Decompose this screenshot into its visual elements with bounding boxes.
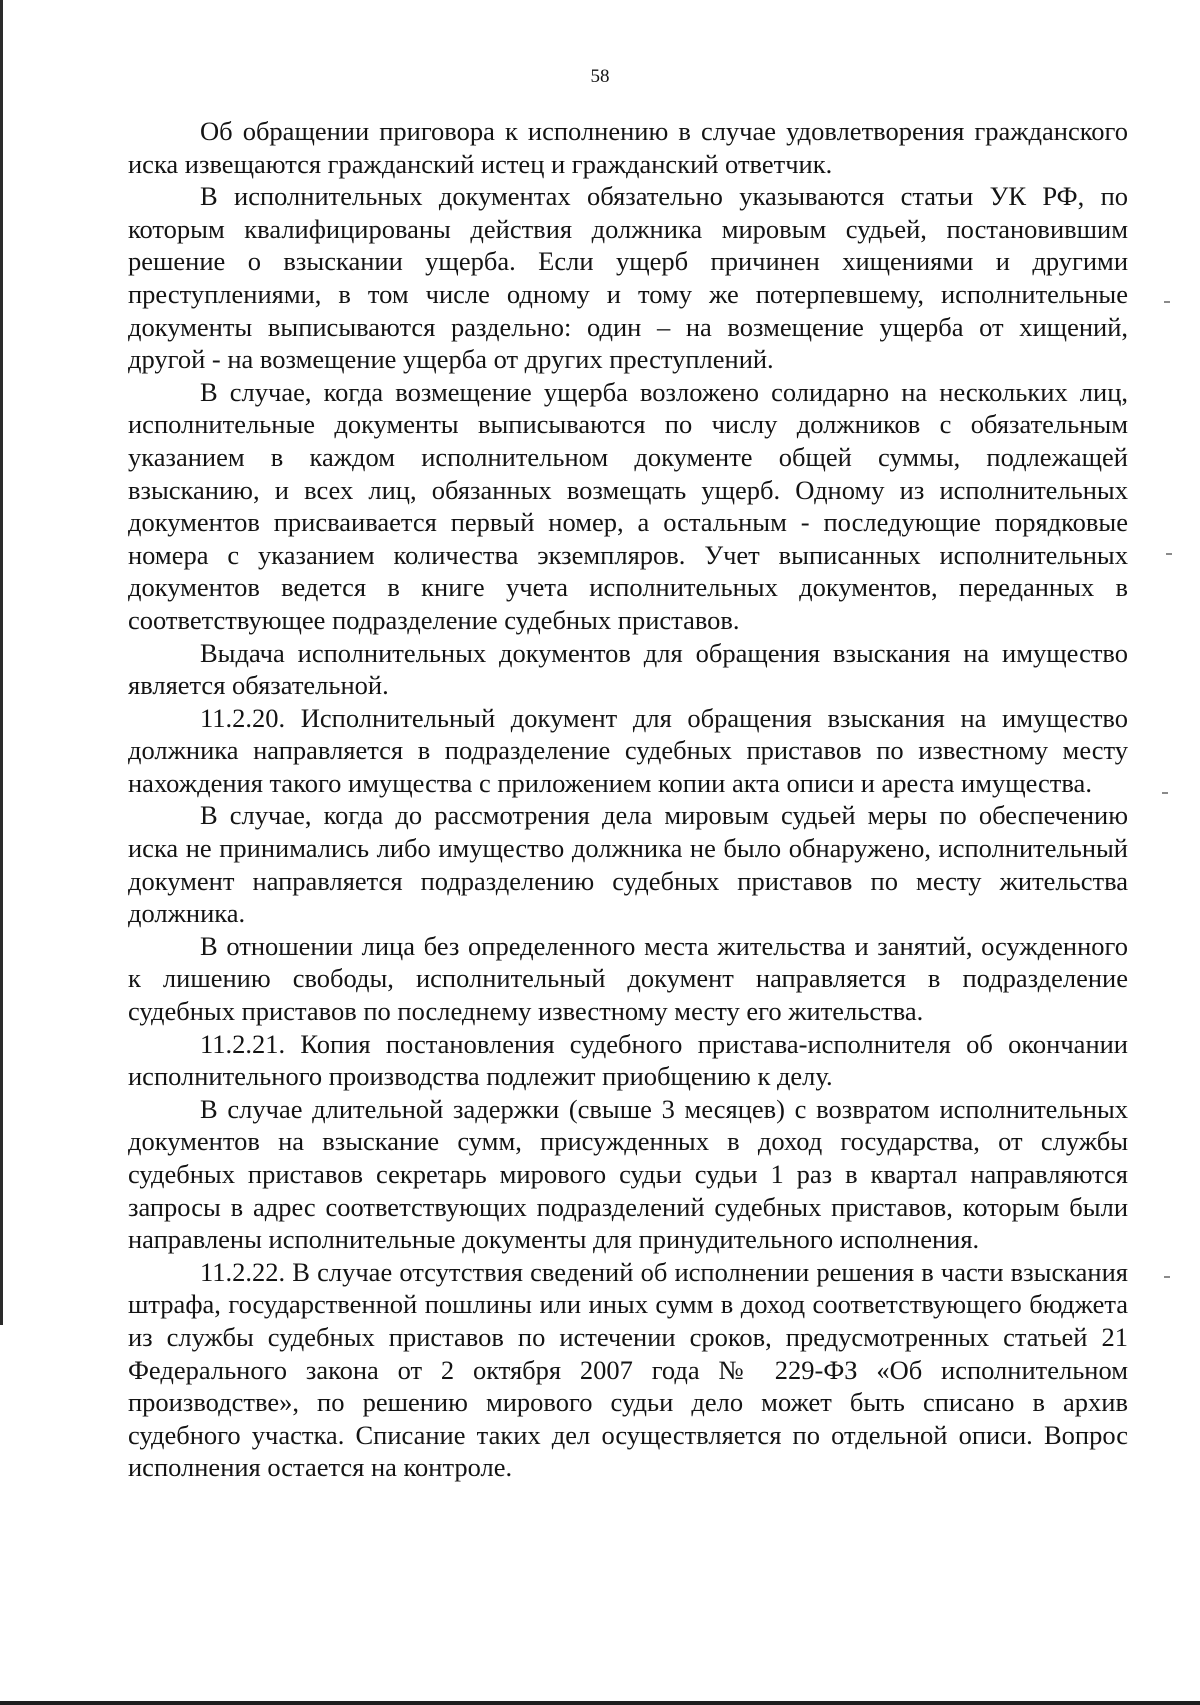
scan-speck [1162,792,1168,794]
scan-speck [1164,1276,1170,1278]
paragraph: 11.2.20. Исполнительный документ для обращения взыскания на имущество должника направляется в подразделение судебных приставов по известному месту нахождения такого имущества с приложением копии акта описи и ареста имущества. [128,702,1128,798]
scan-border-bottom [0,1701,1200,1705]
paragraph: В случае, когда до рассмотрения дела мировым судьей меры по обеспечению иска не принимались либо имущество должника не было обнаружено, исполнительный документ направляется подразделению судебных приставов по месту жительства должника. [128,800,1128,929]
paragraph: В исполнительных документах обязательно указываются статьи УК РФ, по которым квалифицированы действия должника мировым судьей, постановившим решение о взыскании ущерба. Если ущерб причинен хищениями и другими преступлениями, в том числе одному и тому же потерпевшему, исполнительные документы выписываются раздельно: один – на возмещение ущерба от хищений, другой - на возмещение ущерба от других преступлений. [128,181,1128,375]
scan-speck [1164,301,1170,303]
paragraph: 11.2.22. В случае отсутствия сведений об исполнении решения в части взыскания штрафа, государственной пошлины или иных сумм в доход соответствующего бюджета из службы судебных приставов по истечении сроков, предусмотренных статьей 21 Федерального закона от 2 октября 2007 года № 229-ФЗ «Об исполнительном производстве», по решению мирового судьи дело может быть списано в архив судебного участка. Списание таких дел осуществляется по отдельной описи. Вопрос исполнения остается на контроле. [128,1256,1128,1483]
paragraph: Выдача исполнительных документов для обращения взыскания на имущество является обязательной. [128,637,1128,701]
paragraph: Об обращении приговора к исполнению в случае удовлетворения гражданского иска извещаются гражданский истец и гражданский ответчик. [128,116,1128,179]
scan-speck [1166,553,1172,555]
page-number: 58 [590,66,610,87]
paragraph: В случае длительной задержки (свыше 3 месяцев) с возвратом исполнительных документов на взыскание сумм, присужденных в доход государства, от службы судебных приставов секретарь мирового судьи судьи 1 раз в квартал направляются запросы в адрес соответствующих подразделений судебных приставов, которым были направлены исполнительные документы для принудительного исполнения. [128,1093,1128,1255]
paragraph: В отношении лица без определенного места жительства и занятий, осужденного к лишению свободы, исполнительный документ направляется в подразделение судебных приставов по последнему известному месту его жительства. [128,930,1128,1027]
paragraph: В случае, когда возмещение ущерба возложено солидарно на нескольких лиц, исполнительные документы выписываются по числу должников с обязательным указанием в каждом исполнительном документе общей суммы, подлежащей взысканию, и всех лиц, обязанных возмещать ущерб. Одному из исполнительных документов присваивается первый номер, а остальным - последующие порядковые номера с указанием количества экземпляров. Учет выписанных исполнительных документов ведется в книге учета исполнительных документов, переданных в соответствующее подразделение судебных приставов. [128,376,1128,635]
document-body [128,115,1128,1484]
paragraph: 11.2.21. Копия постановления судебного пристава-исполнителя об окончании исполнительного производства подлежит приобщению к делу. [128,1028,1128,1092]
scan-border-left [0,0,3,1325]
